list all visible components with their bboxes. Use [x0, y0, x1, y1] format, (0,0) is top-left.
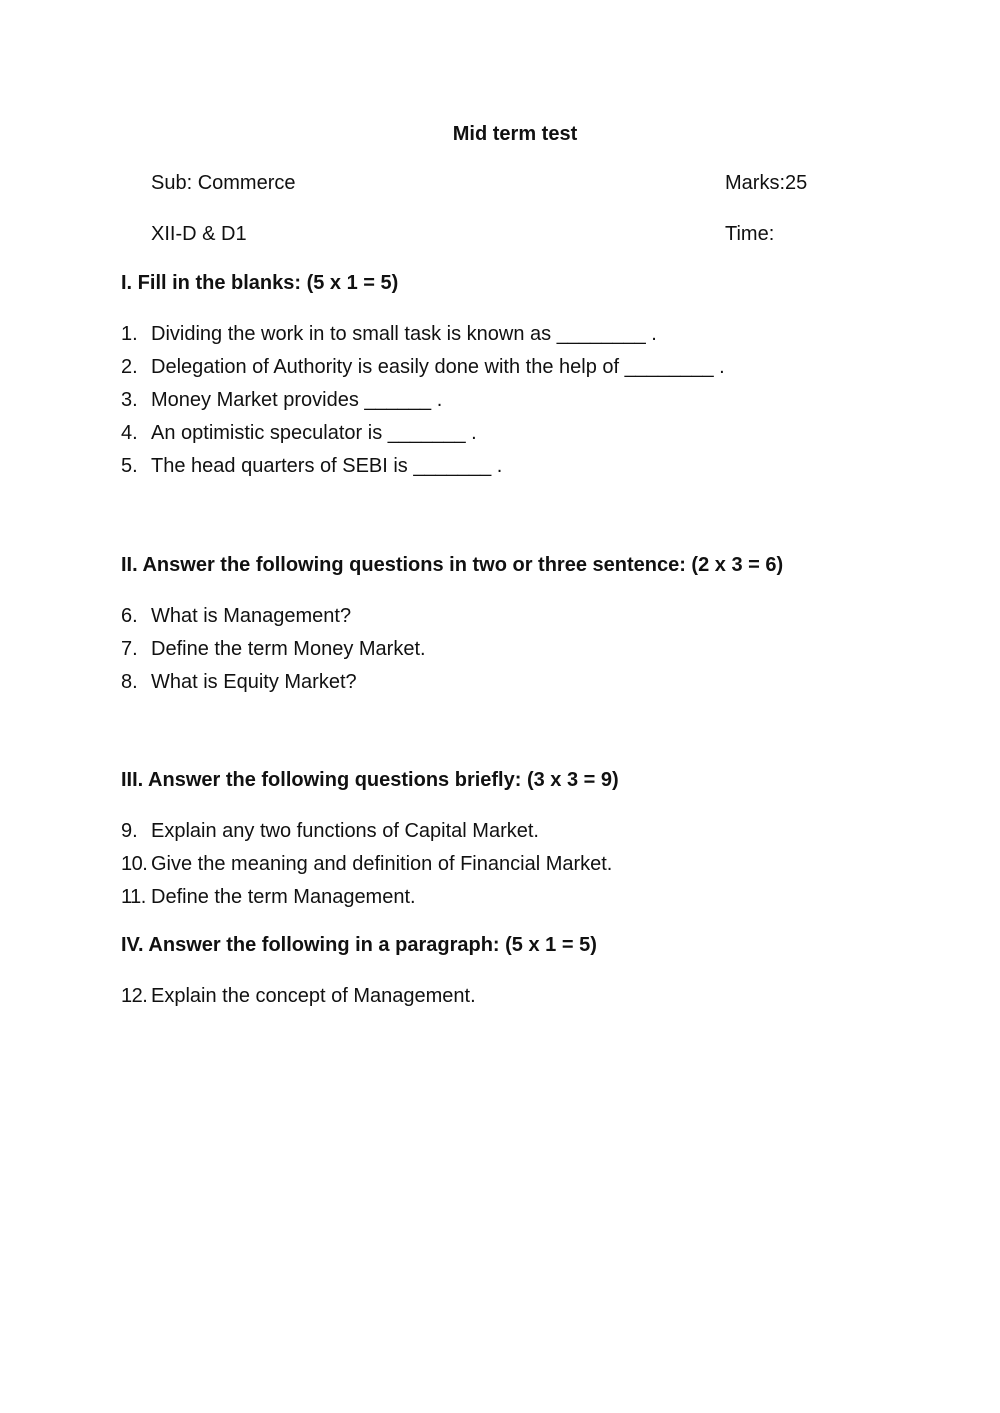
section-3-questions — [121, 815, 612, 914]
question-item — [121, 384, 725, 417]
question-text: Explain any two functions of Capital Market. — [151, 820, 539, 842]
question-item — [121, 318, 725, 351]
question-text: The head quarters of SEBI is _______ . — [151, 455, 503, 477]
question-number: 1. — [121, 323, 138, 345]
question-number: 7. — [121, 638, 138, 660]
question-number: 2. — [121, 356, 138, 378]
question-text: Dividing the work in to small task is known as ________ . — [151, 323, 657, 345]
question-number: 10. — [121, 853, 148, 875]
question-text: What is Equity Market? — [151, 671, 357, 693]
question-text: What is Management? — [151, 605, 352, 627]
section-1-questions — [121, 318, 725, 483]
question-item — [121, 417, 725, 450]
question-item — [121, 351, 725, 384]
time-label: Time: — [725, 223, 775, 245]
question-item — [121, 815, 612, 848]
question-number: 9. — [121, 820, 138, 842]
subject-label: Sub: Commerce — [151, 172, 296, 194]
question-item — [121, 881, 612, 914]
question-text: Delegation of Authority is easily done with the help of ________ . — [151, 356, 725, 378]
question-item — [121, 450, 725, 483]
section-3-heading: III. Answer the following questions briefly: (3 x 3 = 9) — [121, 769, 619, 791]
question-number: 6. — [121, 605, 138, 627]
class-label: XII-D & D1 — [151, 223, 247, 245]
marks-label: Marks:25 — [725, 172, 808, 194]
question-item — [121, 980, 476, 1013]
question-item — [121, 666, 426, 699]
question-text: Explain the concept of Management. — [151, 985, 476, 1007]
question-number: 11. — [121, 886, 146, 908]
question-text: Give the meaning and definition of Financial Market. — [151, 853, 613, 875]
question-number: 5. — [121, 455, 138, 477]
section-4-questions — [121, 980, 476, 1013]
question-item — [121, 600, 426, 633]
page-title: Mid term test — [452, 123, 578, 145]
question-text: Money Market provides ______ . — [151, 389, 443, 411]
question-item — [121, 633, 426, 666]
question-item — [121, 848, 612, 881]
question-text: An optimistic speculator is _______ . — [151, 422, 477, 444]
question-number: 4. — [121, 422, 138, 444]
section-4-heading: IV. Answer the following in a paragraph: (5 x 1 = 5) — [121, 934, 597, 956]
question-text: Define the term Money Market. — [151, 638, 426, 660]
question-number: 3. — [121, 389, 138, 411]
section-1-heading: I. Fill in the blanks: (5 x 1 = 5) — [121, 272, 399, 294]
question-number: 12. — [121, 985, 148, 1007]
section-2-questions — [121, 600, 426, 699]
section-2-heading: II. Answer the following questions in two or three sentence: (2 x 3 = 6) — [121, 554, 784, 576]
question-text: Define the term Management. — [151, 886, 416, 908]
question-number: 8. — [121, 671, 138, 693]
